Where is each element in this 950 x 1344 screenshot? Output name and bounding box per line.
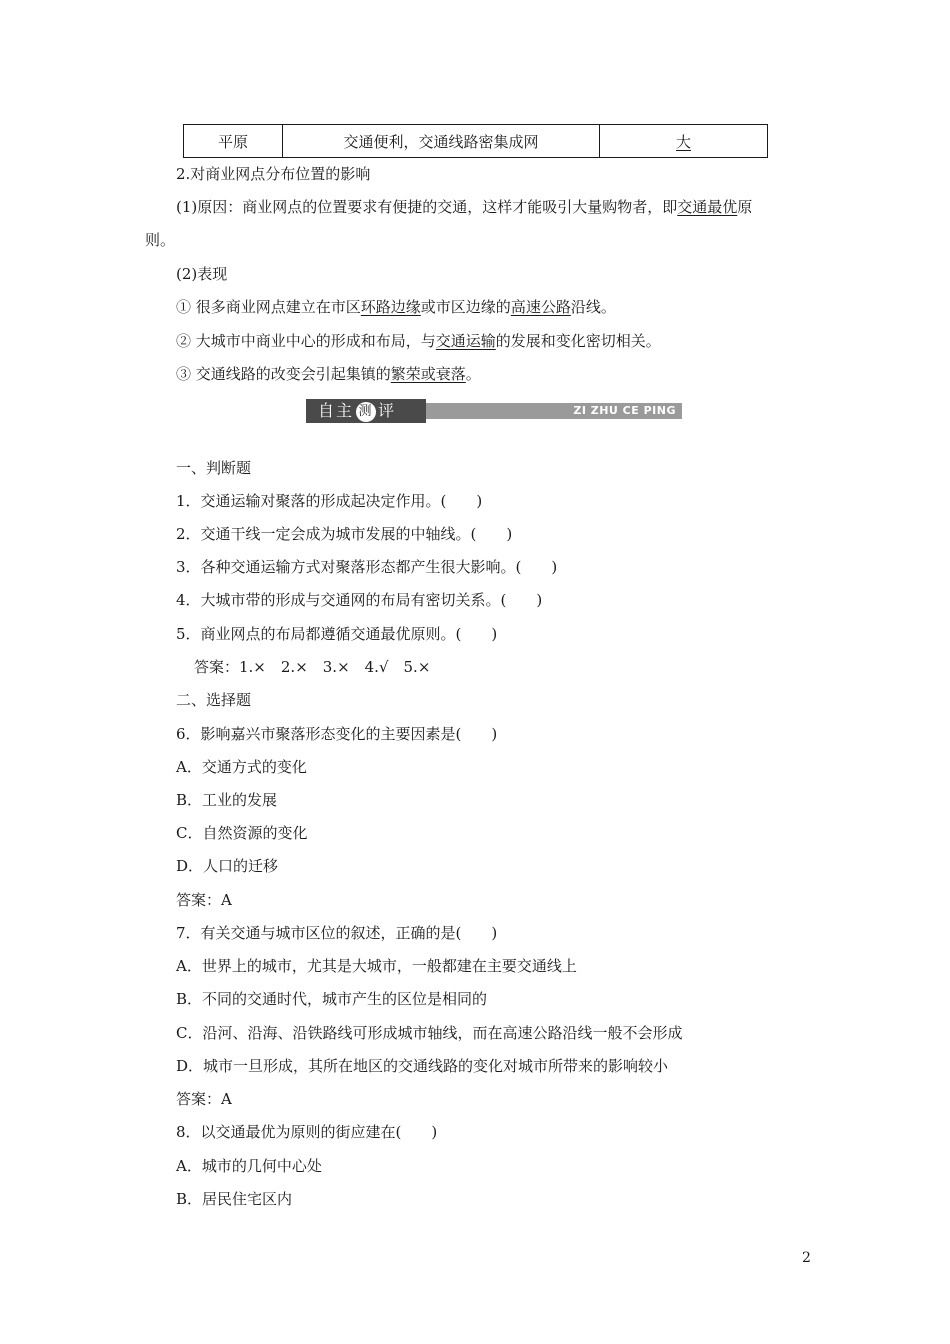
reason-paragraph-line2: 则。 <box>145 231 176 249</box>
q6-option-a: A．交通方式的变化 <box>176 758 307 776</box>
judgement-item-2: 2．交通干线一定会成为城市发展的中轴线。( ) <box>176 525 513 543</box>
summary-table <box>183 124 768 158</box>
judgement-answer: 答案：1.× 2.× 3.× 4.√ 5.× <box>194 658 431 676</box>
banner-char: 评 <box>378 401 397 420</box>
performance-item-2 <box>176 331 661 351</box>
performance-item-3 <box>176 364 481 384</box>
keyword: 高速公路 <box>510 298 571 316</box>
reason-text-end: 原 <box>737 198 753 216</box>
judgement-item-5: 5．商业网点的布局都遵循交通最优原则。( ) <box>176 625 498 643</box>
q6-option-b: B．工业的发展 <box>176 791 278 809</box>
section-heading-commerce: 2.对商业网点分布位置的影响 <box>176 165 371 183</box>
reason-text: (1)原因：商业网点的位置要求有便捷的交通，这样才能吸引大量购物者，即 <box>176 198 678 216</box>
text: 。 <box>465 365 481 383</box>
question-6: 6．影响嘉兴市聚落形态变化的主要因素是( ) <box>176 725 498 743</box>
table-cell-density <box>600 125 768 158</box>
question-7: 7．有关交通与城市区位的叙述，正确的是( ) <box>176 924 498 942</box>
question-8: 8．以交通最优为原则的街应建在( ) <box>176 1123 438 1141</box>
banner-bar <box>426 403 682 419</box>
q8-option-b: B．居民住宅区内 <box>176 1190 293 1208</box>
judgement-item-4: 4．大城市带的形成与交通网的布局有密切关系。( ) <box>176 591 543 609</box>
choice-heading: 二、选择题 <box>176 691 252 709</box>
reason-paragraph <box>176 197 752 217</box>
banner-char: 自 <box>318 401 337 420</box>
table-cell-terrain: 平原 <box>184 125 283 158</box>
performance-heading: (2)表现 <box>176 265 228 283</box>
text: 的发展和变化密切相关。 <box>495 332 661 350</box>
q7-option-b: B．不同的交通时代，城市产生的区位是相同的 <box>176 990 488 1008</box>
text: ② 大城市中商业中心的形成和布局，与 <box>176 332 436 350</box>
text: ③ 交通线路的改变会引起集镇的 <box>176 365 391 383</box>
q6-answer: 答案：A <box>176 891 232 909</box>
table-cell-density-value: 大 <box>675 132 691 151</box>
q6-option-d: D．人口的迁移 <box>176 857 279 875</box>
text: ① 很多商业网点建立在市区 <box>176 298 361 316</box>
judgement-heading: 一、判断题 <box>176 459 252 477</box>
banner-circle-char: 测 <box>356 402 376 422</box>
q7-answer: 答案：A <box>176 1090 232 1108</box>
q8-option-a: A．城市的几何中心处 <box>176 1157 322 1175</box>
q6-option-c: C．自然资源的变化 <box>176 824 308 842</box>
text: 沿线。 <box>570 298 616 316</box>
banner-title <box>306 399 426 423</box>
reason-keyword: 交通最优 <box>677 198 738 216</box>
banner-char: 主 <box>336 401 355 420</box>
q7-option-a: A．世界上的城市，尤其是大城市，一般都建在主要交通线上 <box>176 957 577 975</box>
judgement-item-3: 3．各种交通运输方式对聚落形态都产生很大影响。( ) <box>176 558 558 576</box>
q7-option-d: D．城市一旦形成，其所在地区的交通线路的变化对城市所带来的影响较小 <box>176 1057 669 1075</box>
q7-option-c: C．沿河、沿海、沿铁路线可形成城市轴线，而在高速公路沿线一般不会形成 <box>176 1024 683 1042</box>
keyword: 繁荣或衰落 <box>390 365 466 383</box>
table-row <box>184 125 768 158</box>
page-number: 2 <box>802 1250 811 1266</box>
performance-item-1 <box>176 297 616 317</box>
self-test-banner <box>306 399 682 423</box>
text: 或市区边缘的 <box>420 298 511 316</box>
table-cell-feature: 交通便利，交通线路密集成网 <box>283 125 600 158</box>
banner-pinyin: ZI ZHU CE PING <box>573 404 676 417</box>
keyword: 交通运输 <box>435 332 496 350</box>
keyword: 环路边缘 <box>360 298 421 316</box>
judgement-item-1: 1．交通运输对聚落的形成起决定作用。( ) <box>176 492 483 510</box>
